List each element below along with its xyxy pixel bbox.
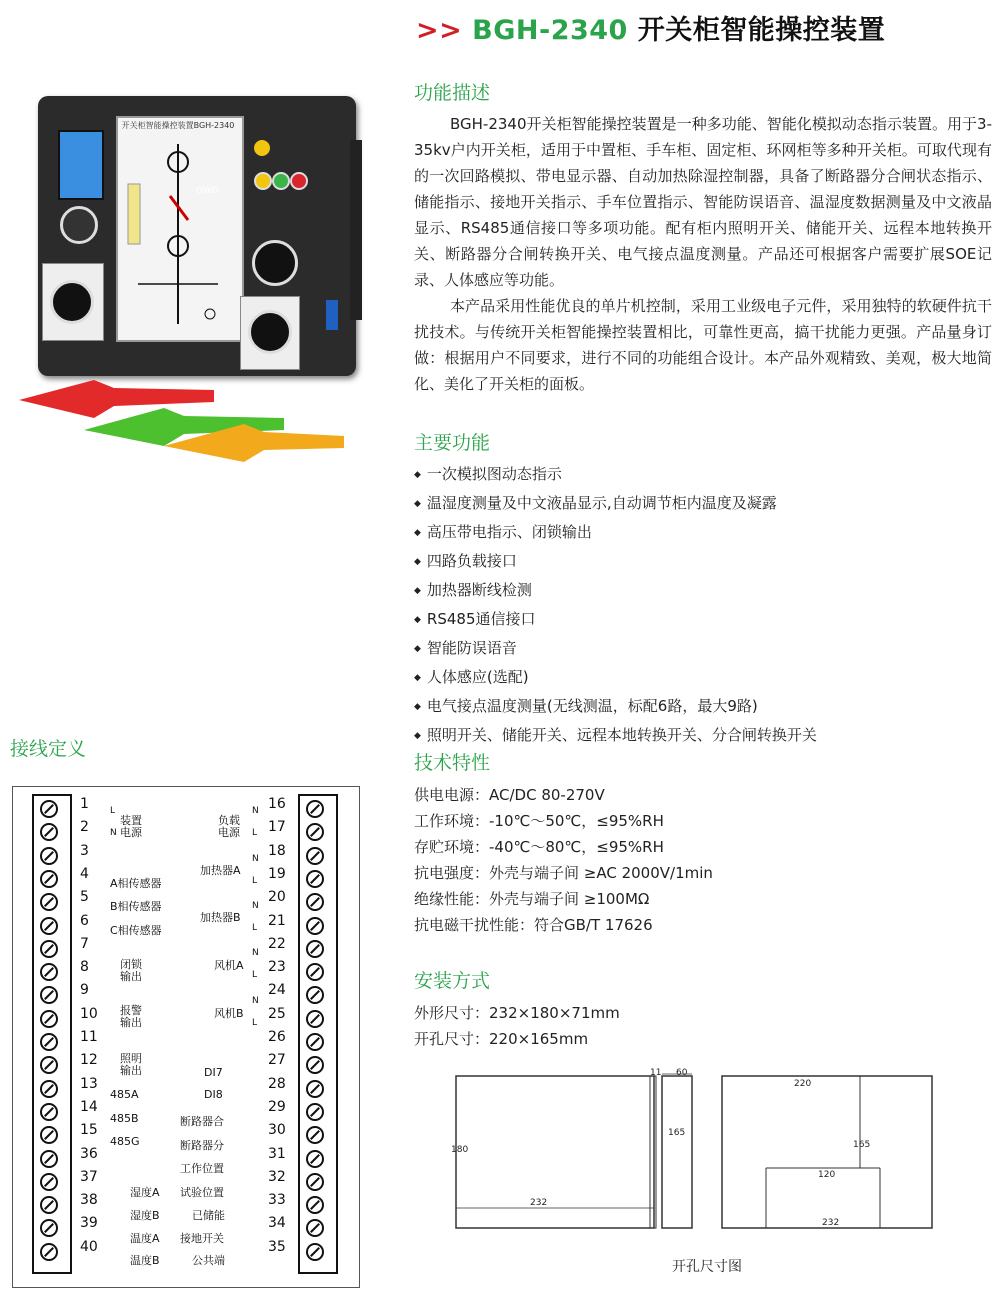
right-label: 风机A (214, 959, 244, 972)
list-item: ◆ 电气接点温度测量(无线测温，标配6路，最大9路) (414, 693, 994, 722)
terminal-number: 34 (268, 1215, 286, 1232)
left-label: 电源 (120, 826, 142, 839)
terminal-screw (40, 847, 58, 865)
terminal-number: 1 (80, 796, 89, 812)
features-heading: 主要功能 (414, 432, 491, 454)
terminal-screw (306, 963, 324, 981)
list-item: ◆ 加热器断线检测 (414, 577, 994, 606)
spec-item: 绝缘性能：外壳与端子间 ≥100MΩ (414, 890, 650, 908)
wiring-heading: 接线定义 (10, 738, 87, 760)
left-label: 485G (110, 1135, 140, 1148)
terminal-number: 39 (80, 1215, 98, 1232)
dimension-drawing (440, 1068, 940, 1238)
terminal-number: 14 (80, 1098, 98, 1115)
left-label: 湿度A (130, 1186, 160, 1199)
dim-cutout-height: 165 (853, 1140, 871, 1150)
left-label: 闭锁 (120, 958, 142, 971)
list-item: ◆ 照明开关、储能开关、远程本地转换开关、分合闸转换开关 (414, 722, 994, 751)
dim-side-height: 165 (668, 1128, 686, 1138)
spec-item: 存贮环境：-40℃～80℃，≤95%RH (414, 838, 664, 856)
terminal-screw (40, 917, 58, 935)
device-lcd (58, 130, 104, 200)
terminal-number: 8 (80, 959, 89, 976)
terminal-number: 16 (268, 796, 286, 812)
terminal-screw (306, 870, 324, 888)
right-label: DI7 (204, 1066, 223, 1079)
indicator-plugs-photo (14, 360, 344, 470)
right-label: 试验位置 (180, 1186, 224, 1199)
terminal-number: 37 (80, 1168, 98, 1185)
install-heading: 安装方式 (414, 970, 491, 992)
list-item: ◆ 高压带电指示、闭锁输出 (414, 519, 994, 548)
spec-item: 工作环境：-10℃～50℃，≤95%RH (414, 812, 664, 830)
description-paragraph-1: BGH-2340开关柜智能操控装置是一种多功能、智能化模拟动态指示装置。用于3-35kv户内开关柜，适用于中置柜、手车柜、固定柜、环网柜等多种开关柜。可取代现有的一次回路模拟、带电显示器、自动加热除湿控制器，具备了断路器分合闸状态指示、储能指示、接地开关指示、手车位置指示、智能防误语音、温湿度数据测量及中文液晶显示、RS485通信接口等多项功能。配有柜内照明开关、储能开关、远程本地转换开关、断路器分合闸转换开关、电气接点温度测量。产品还可根据客户需要扩展SOE记录、人体感应等功能。 (414, 115, 992, 289)
spec-item: 供电电源：AC/DC 80-270V (414, 786, 605, 804)
list-item: ◆ 人体感应(选配) (414, 664, 994, 693)
right-label: DI8 (204, 1088, 223, 1101)
nl-label: N (252, 996, 259, 1006)
right-label: 负载 (218, 814, 240, 827)
terminal-screw (306, 1103, 324, 1121)
list-item: ◆ 智能防误语音 (414, 635, 994, 664)
right-label: 风机B (214, 1007, 244, 1020)
dim-depth: 60 (676, 1068, 688, 1078)
terminal-number: 23 (268, 959, 286, 976)
dim-flange: 11 (650, 1068, 662, 1078)
terminal-screw (40, 1173, 58, 1191)
left-label: 485B (110, 1112, 139, 1125)
nl-label: L (252, 970, 258, 980)
device-side (350, 140, 362, 320)
terminal-screw (40, 1033, 58, 1051)
terminal-number: 5 (80, 889, 89, 906)
terminal-screw (306, 1033, 324, 1051)
device-nav-pad (60, 206, 98, 244)
title-model: BGH-2340 (472, 15, 628, 46)
dim-bottom-width: 232 (822, 1218, 840, 1228)
terminal-screw (306, 940, 324, 958)
terminal-number: 11 (80, 1029, 98, 1045)
yellow-led (254, 140, 270, 156)
device-panel-title: 开关柜智能操控装置BGH-2340 (121, 121, 235, 130)
specs-list (414, 782, 994, 938)
terminal-number: 28 (268, 1075, 286, 1092)
terminal-screw (40, 1243, 58, 1261)
left-label: 输出 (120, 970, 142, 983)
terminal-number: 18 (268, 842, 286, 859)
terminal-screw (306, 1010, 324, 1028)
nl-label: L (252, 923, 258, 933)
terminal-number: 6 (80, 912, 89, 929)
nl-label: L (252, 828, 258, 838)
terminal-screw (306, 1173, 324, 1191)
terminal-number: 29 (268, 1098, 286, 1115)
terminal-screw (40, 1103, 58, 1121)
left-label: 输出 (120, 1016, 142, 1029)
list-item: ◆ 一次模拟图动态指示 (414, 461, 994, 490)
terminal-screw (306, 1196, 324, 1214)
terminal-number: 20 (268, 889, 286, 906)
nl-label: N (252, 854, 259, 864)
left-label: 报警 (120, 1004, 142, 1017)
right-label: 电源 (218, 826, 240, 839)
terminal-screw (40, 1196, 58, 1214)
device-connector (326, 300, 338, 330)
list-item: ◆ 温湿度测量及中文液晶显示,自动调节柜内温度及凝露 (414, 490, 994, 519)
install-list (414, 1000, 994, 1052)
terminal-screw (306, 847, 324, 865)
spec-item: 抗电强度：外壳与端子间 ≥AC 2000V/1min (414, 864, 713, 882)
nl-label: N (252, 806, 259, 816)
right-label: 加热器A (200, 864, 241, 877)
nl-label: L (252, 876, 258, 886)
terminal-screw (40, 1150, 58, 1168)
terminal-number: 3 (80, 842, 89, 859)
yellow-button (254, 172, 272, 190)
right-label: 断路器合 (180, 1115, 224, 1128)
terminal-number: 24 (268, 982, 286, 999)
right-label: 公共端 (192, 1254, 225, 1267)
terminal-number: 17 (268, 819, 286, 836)
nl-label: N (252, 901, 259, 911)
terminal-number: 13 (80, 1075, 98, 1092)
nl-label: N (252, 948, 259, 958)
terminal-number: 30 (268, 1122, 286, 1139)
right-label: 断路器分 (180, 1139, 224, 1152)
left-label: 照明 (120, 1052, 142, 1065)
left-label: 485A (110, 1088, 139, 1101)
right-label: 加热器B (200, 911, 241, 924)
left-label: C相传感器 (110, 924, 162, 937)
features-list (414, 461, 994, 751)
left-label: 温度A (130, 1232, 160, 1245)
energy-switch-knob (252, 240, 298, 286)
terminal-screw (306, 1150, 324, 1168)
terminal-screw (40, 940, 58, 958)
terminal-number: 19 (268, 865, 286, 882)
terminal-number: 27 (268, 1052, 286, 1069)
terminal-screw (306, 917, 324, 935)
right-label: 接地开关 (180, 1232, 224, 1245)
terminal-number: 4 (80, 865, 89, 882)
terminal-number: 32 (268, 1168, 286, 1185)
left-label: 温度B (130, 1254, 160, 1267)
terminal-number: 9 (80, 982, 89, 999)
left-label: 湿度B (130, 1209, 160, 1222)
terminal-number: 33 (268, 1192, 286, 1209)
install-item: 外形尺寸：232×180×71mm (414, 1004, 620, 1022)
left-label: B相传感器 (110, 900, 162, 913)
terminal-number: 31 (268, 1145, 286, 1162)
left-label: 装置 (120, 814, 142, 827)
terminal-number: 7 (80, 935, 89, 952)
nl-label: N (110, 828, 117, 838)
terminal-number: 35 (268, 1238, 286, 1255)
specs-heading: 技术特性 (414, 752, 491, 774)
nl-label: L (252, 1018, 258, 1028)
terminal-number: 36 (80, 1145, 98, 1162)
description-heading: 功能描述 (414, 82, 491, 104)
left-label: A相传感器 (110, 877, 162, 890)
terminal-number: 26 (268, 1029, 286, 1045)
left-label: 输出 (120, 1064, 142, 1077)
install-item: 开孔尺寸：220×165mm (414, 1030, 589, 1048)
terminal-screw (40, 870, 58, 888)
nl-label: L (110, 806, 116, 816)
terminal-number: 15 (80, 1122, 98, 1139)
mimic-diagram (118, 134, 238, 334)
dim-width: 232 (530, 1198, 548, 1208)
title-name: 开关柜智能操控装置 (637, 15, 886, 46)
red-button (290, 172, 308, 190)
right-label: 工作位置 (180, 1162, 224, 1175)
open-close-knob (248, 310, 292, 354)
terminal-screw (40, 963, 58, 981)
terminal-number: 12 (80, 1052, 98, 1069)
list-item: ◆ 四路负载接口 (414, 548, 994, 577)
terminal-number: 40 (80, 1238, 98, 1255)
terminal-screw (306, 1080, 324, 1098)
spec-item: 抗电磁干扰性能：符合GB/T 17626 (414, 916, 653, 934)
remote-local-knob (50, 280, 94, 324)
terminal-number: 38 (80, 1192, 98, 1209)
dim-height: 180 (451, 1145, 469, 1155)
terminal-screw (40, 1080, 58, 1098)
dim-cutout-width: 220 (794, 1079, 812, 1089)
device-brand: GWD (196, 186, 219, 196)
terminal-screw (306, 1243, 324, 1261)
terminal-number: 21 (268, 912, 286, 929)
terminal-screw (40, 1010, 58, 1028)
description-paragraph-2: 本产品采用性能优良的单片机控制，采用工业级电子元件，采用独特的软硬件抗干扰技术。与传统开关柜智能操控装置相比，可靠性更高，搞干扰能力更强。产品量身订做：根据用户不同要求，进行不同的功能组合设计。本产品外观精致、美观，极大地简化、美化了开关柜的面板。 (414, 297, 992, 393)
terminal-number: 10 (80, 1005, 98, 1022)
title-arrow: >> (416, 15, 463, 46)
green-button (272, 172, 290, 190)
terminal-screw (306, 800, 324, 818)
list-item: ◆ RS485通信接口 (414, 606, 994, 635)
terminal-number: 2 (80, 819, 89, 836)
dimension-caption: 开孔尺寸图 (672, 1259, 742, 1275)
terminal-number: 25 (268, 1005, 286, 1022)
page-title (416, 8, 885, 47)
right-label: 已储能 (192, 1209, 225, 1222)
dim-inner-width: 120 (818, 1170, 836, 1180)
terminal-number: 22 (268, 935, 286, 952)
terminal-screw (40, 800, 58, 818)
